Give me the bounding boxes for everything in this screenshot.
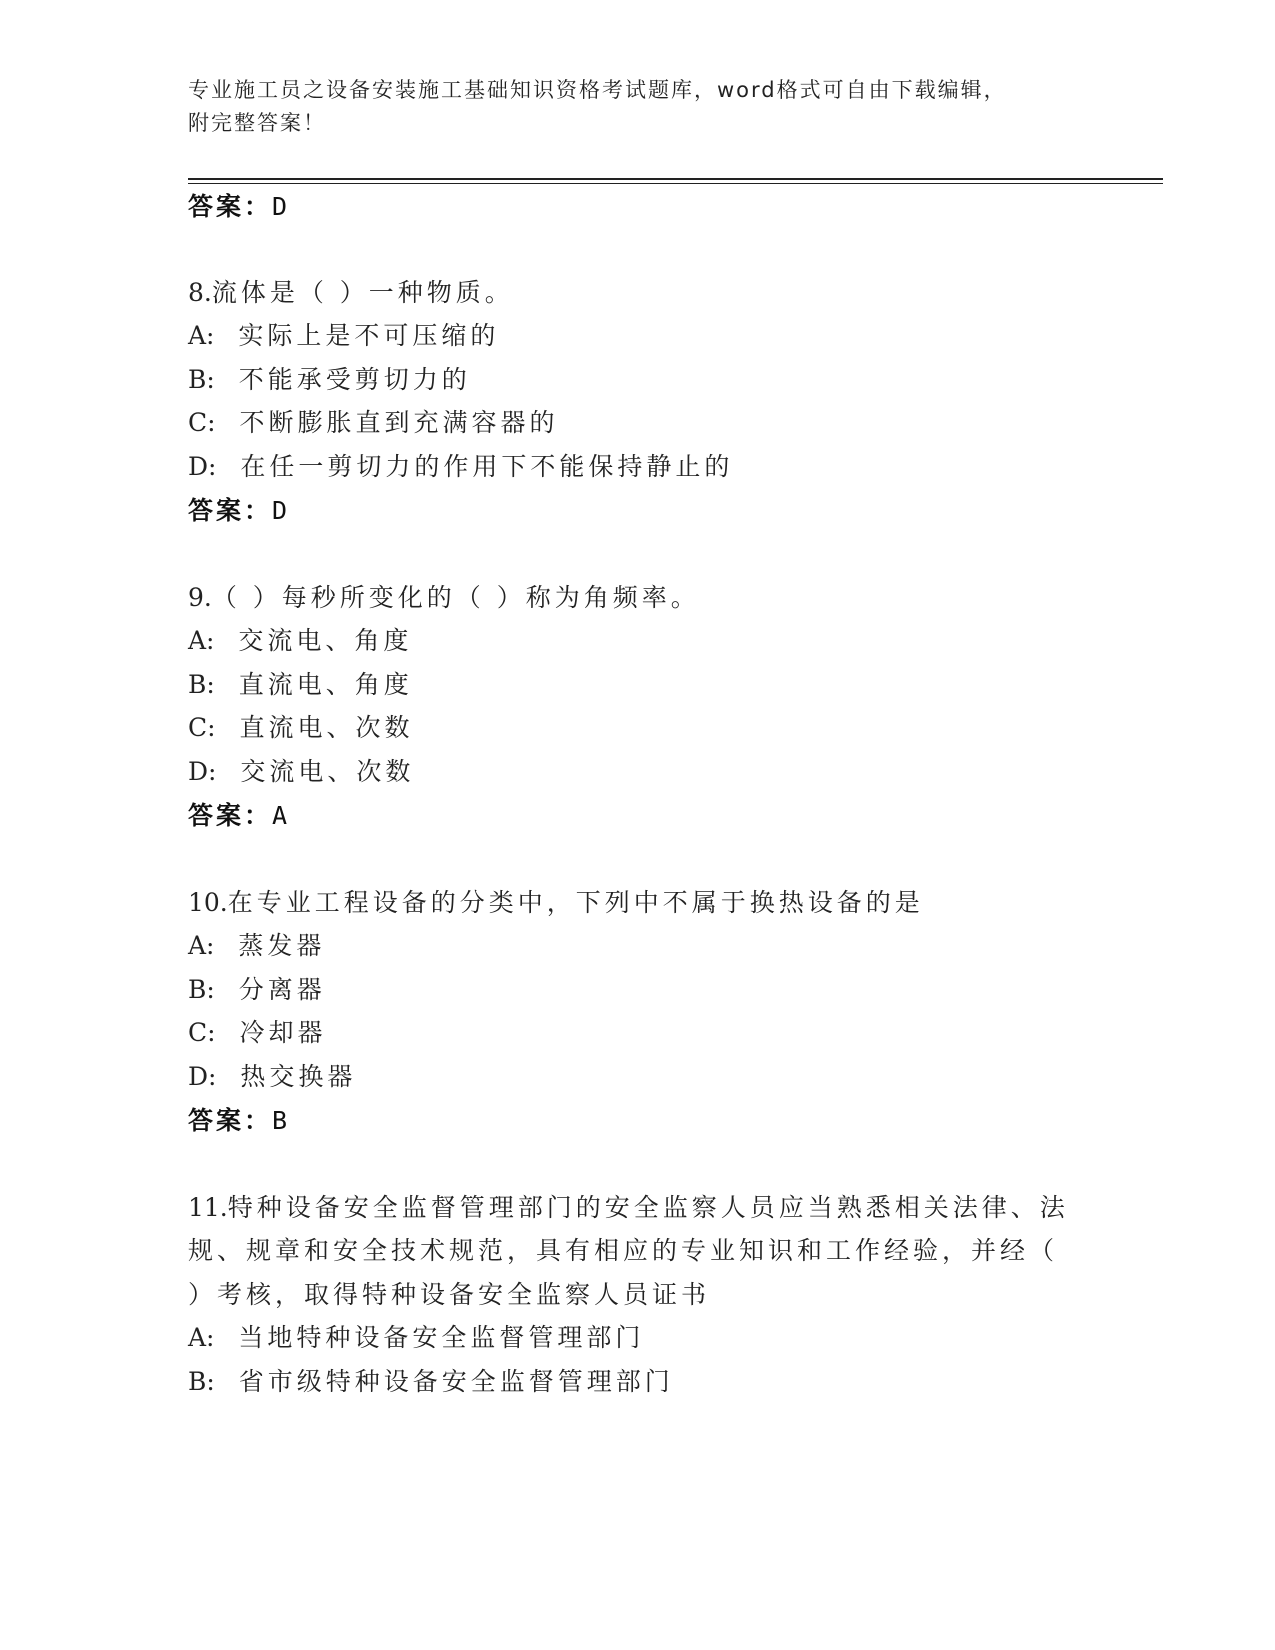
- question-10-option-c: [188, 1016, 326, 1050]
- option-label: C:: [188, 408, 216, 437]
- answer-value: B: [272, 1106, 291, 1135]
- question-number: 11.: [188, 1193, 228, 1222]
- question-10-stem: [188, 886, 924, 920]
- option-label: A:: [188, 321, 215, 350]
- option-label: A:: [188, 1323, 215, 1352]
- option-label: C:: [188, 1018, 216, 1047]
- question-8-option-d: [188, 450, 733, 484]
- option-text: 热交换器: [240, 1062, 357, 1091]
- question-text: 在专业工程设备的分类中，下列中不属于换热设备的是: [227, 888, 924, 917]
- option-label: C:: [188, 713, 216, 742]
- question-9-option-b: [188, 668, 413, 702]
- question-10-option-b: [188, 973, 326, 1007]
- question-11-stem-line-3: [188, 1278, 710, 1312]
- question-number: 9.: [188, 583, 212, 612]
- header-divider: [188, 178, 1163, 180]
- option-text: 交流电、次数: [240, 757, 415, 786]
- question-text: （ ）每秒所变化的（ ）称为角频率。: [211, 583, 700, 612]
- option-text: 直流电、角度: [238, 670, 413, 699]
- option-text: 直流电、次数: [239, 713, 414, 742]
- answer-label: 答案：: [188, 192, 273, 221]
- answer-label: 答案：: [188, 1106, 273, 1135]
- question-8-option-a: [188, 319, 499, 353]
- question-8-stem: [188, 276, 514, 310]
- option-label: D:: [188, 757, 217, 786]
- question-text: ）考核，取得特种设备安全监察人员证书: [188, 1280, 711, 1309]
- option-label: A:: [188, 931, 215, 960]
- question-text: 规、规章和安全技术规范，具有相应的专业知识和工作经验，并经（: [188, 1236, 1059, 1265]
- answer-prev: [188, 190, 290, 224]
- question-11-option-a: [188, 1321, 644, 1355]
- option-label: D:: [188, 452, 217, 481]
- header-divider-thin: [188, 183, 1163, 184]
- question-9-option-d: [188, 755, 414, 789]
- header-line-2: 附完整答案！: [188, 111, 326, 135]
- question-11-stem-line-1: [188, 1191, 1069, 1225]
- answer-label: 答案：: [188, 496, 273, 525]
- option-text: 分离器: [238, 975, 326, 1004]
- option-text: 不能承受剪切力的: [238, 365, 471, 394]
- option-label: B:: [188, 365, 215, 394]
- option-text: 蒸发器: [238, 931, 326, 960]
- document-header: [188, 74, 1088, 140]
- option-label: B:: [188, 1367, 215, 1396]
- question-8-option-b: [188, 363, 471, 397]
- question-9-answer: [188, 799, 290, 833]
- option-text: 冷却器: [239, 1018, 327, 1047]
- question-11-option-b: [188, 1365, 674, 1399]
- option-text: 在任一剪切力的作用下不能保持静止的: [240, 452, 734, 481]
- option-text: 当地特种设备安全监督管理部门: [238, 1323, 645, 1352]
- question-9-stem: [188, 581, 700, 615]
- header-line-1: 专业施工员之设备安装施工基础知识资格考试题库，word格式可自由下载编辑，: [188, 78, 1007, 102]
- option-label: B:: [188, 670, 215, 699]
- question-text: 特种设备安全监督管理部门的安全监察人员应当熟悉相关法律、法: [227, 1193, 1069, 1222]
- option-label: D:: [188, 1062, 217, 1091]
- answer-value: D: [272, 496, 291, 525]
- question-10-answer: [188, 1104, 290, 1138]
- question-9-option-c: [188, 711, 413, 745]
- question-text: 流体是（ ）一种物质。: [211, 278, 514, 307]
- option-label: B:: [188, 975, 215, 1004]
- option-label: A:: [188, 626, 215, 655]
- question-11-stem-line-2: [188, 1234, 1058, 1268]
- question-8-answer: [188, 494, 290, 528]
- answer-value: D: [272, 192, 291, 221]
- question-10-option-d: [188, 1060, 356, 1094]
- answer-value: A: [272, 801, 291, 830]
- question-number: 10.: [188, 888, 228, 917]
- option-text: 实际上是不可压缩的: [238, 321, 500, 350]
- question-8-option-c: [188, 406, 558, 440]
- question-9-option-a: [188, 624, 412, 658]
- option-text: 省市级特种设备安全监督管理部门: [238, 1367, 674, 1396]
- option-text: 交流电、角度: [238, 626, 413, 655]
- answer-label: 答案：: [188, 801, 273, 830]
- question-number: 8.: [188, 278, 212, 307]
- option-text: 不断膨胀直到充满容器的: [239, 408, 559, 437]
- question-10-option-a: [188, 929, 325, 963]
